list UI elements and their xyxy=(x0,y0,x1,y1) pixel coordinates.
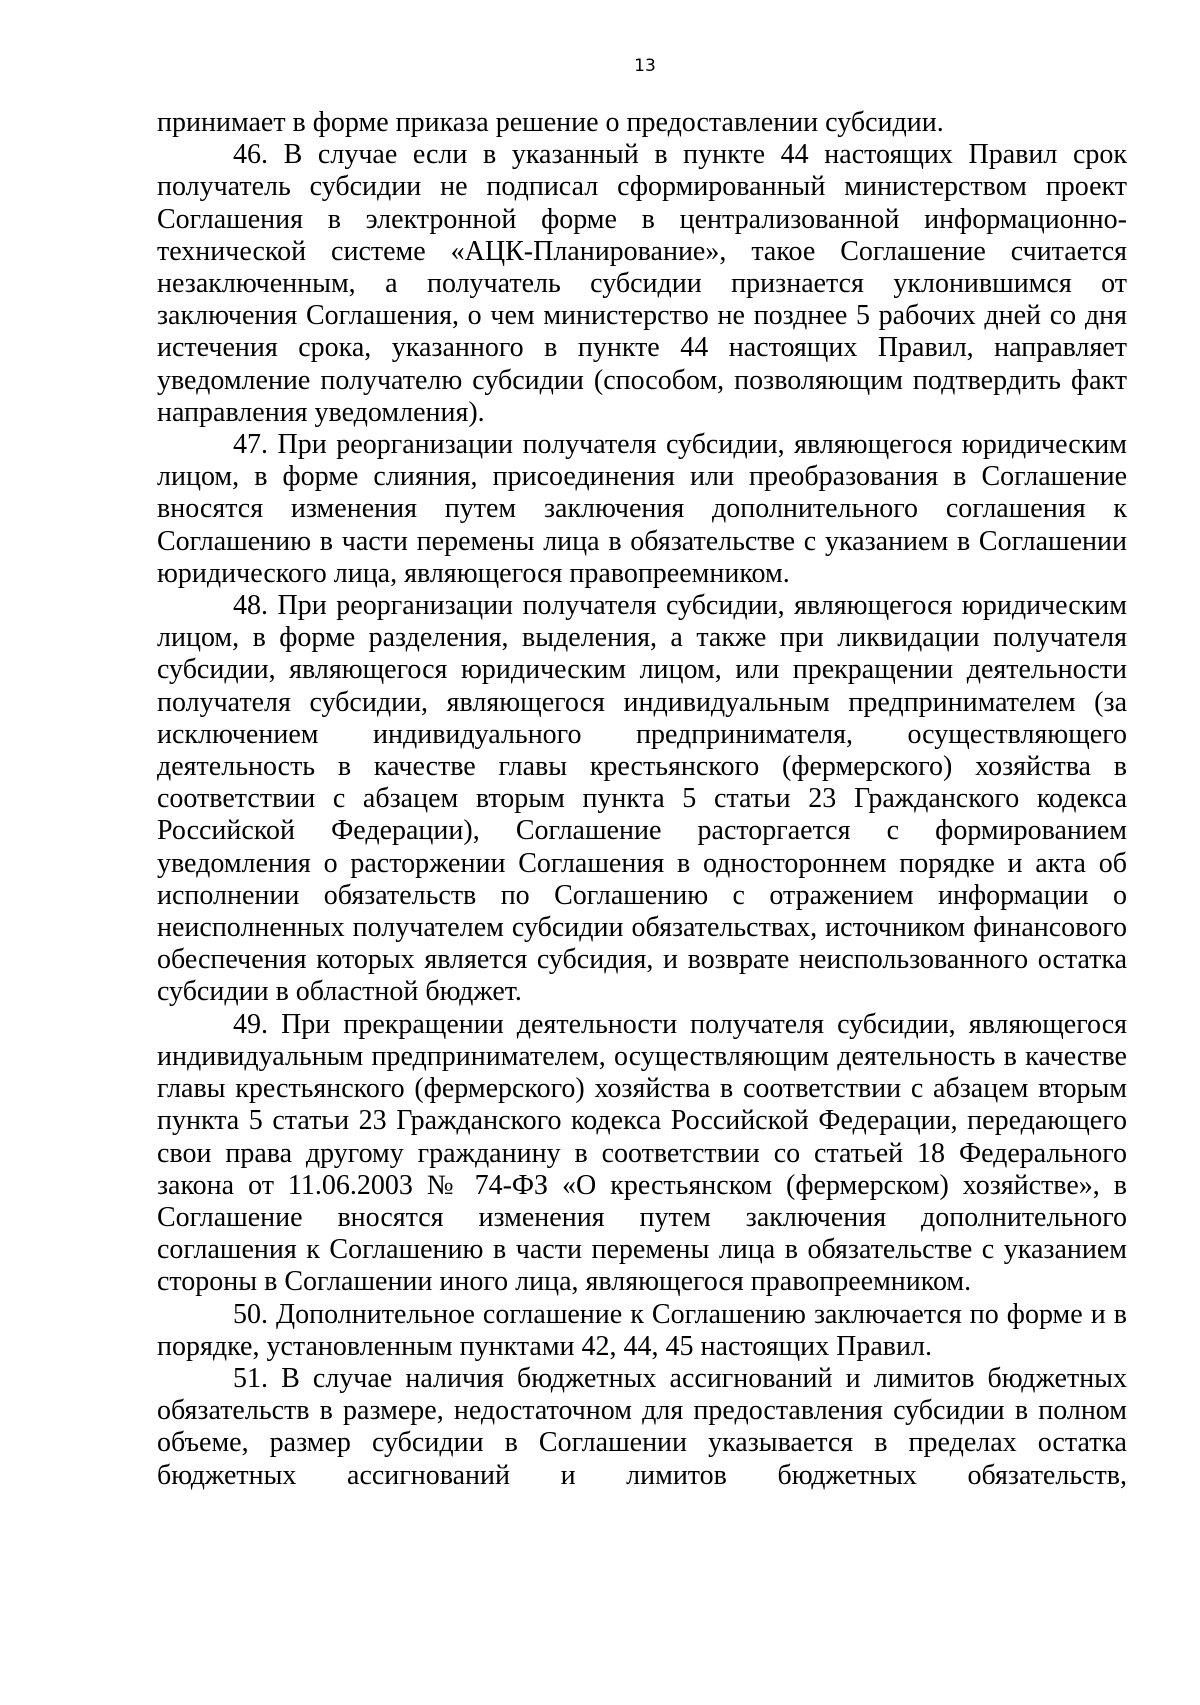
paragraph-47: 47. При реорганизации получателя субсидии, являющегося юридическим лицом, в форме слияния, присоединения или преобразования в Соглашение вносятся изменения путем заключения дополнительного соглашения к Соглашению в части перемены лица в обязательстве с указанием в Соглашении юридического лица, являющегося правопреемником. xyxy=(157,429,1127,589)
page-number: 13 xyxy=(634,56,656,76)
paragraph-48: 48. При реорганизации получателя субсидии, являющегося юридическим лицом, в форме разделения, выделения, а также при ликвидации получателя субсидии, являющегося юридическим лицом, или прекращении деятельности получателя субсидии, являющегося индивидуальным предпринимателем (за исключением индивидуального предпринимателя, осуществляющего деятельность в качестве главы крестьянского (фермерского) хозяйства в соответствии с абзацем вторым пункта 5 статьи 23 Гражданского кодекса Российской Федерации), Соглашение расторгается с формированием уведомления о расторжении Соглашения в одностороннем порядке и акта об исполнении обязательств по Соглашению с отражением информации о неисполненных получателем субсидии обязательствах, источником финансового обеспечения которых является субсидия, и возврате неиспользованного остатка субсидии в областной бюджет. xyxy=(157,590,1127,1008)
paragraph-49: 49. При прекращении деятельности получателя субсидии, являющегося индивидуальным предпринимателем, осуществляющим деятельность в качестве главы крестьянского (фермерского) хозяйства в соответствии с абзацем вторым пункта 5 статьи 23 Гражданского кодекса Российской Федерации, передающего свои права другому гражданину в соответствии со статьей 18 Федерального закона от 11.06.2003 № 74-ФЗ «О крестьянском (фермерском) хозяйстве», в Соглашение вносятся изменения путем заключения дополнительного соглашения к Соглашению в части перемены лица в обязательстве с указанием стороны в Соглашении иного лица, являющегося правопреемником. xyxy=(157,1008,1127,1298)
paragraph-50: 50. Дополнительное соглашение к Соглашению заключается по форме и в порядке, установленным пунктами 42, 44, 45 настоящих Правил. xyxy=(157,1298,1127,1362)
paragraph-51: 51. В случае наличия бюджетных ассигнований и лимитов бюджетных обязательств в размере, недостаточном для предоставления субсидии в полном объеме, размер субсидии в Соглашении указывается в пределах остатка бюджетных ассигнований и лимитов бюджетных обязательств, xyxy=(157,1362,1127,1491)
paragraph-continuation: принимает в форме приказа решение о предоставлении субсидии. xyxy=(157,107,944,138)
document-body xyxy=(157,107,1127,1492)
paragraph-46: 46. В случае если в указанный в пункте 44 настоящих Правил срок получатель субсидии не подписал сформированный министерством проект Соглашения в электронной форме в централизованной информационно-технической системе «АЦК-Планирование», такое Соглашение считается незаключенным, а получатель субсидии признается уклонившимся от заключения Соглашения, о чем министерство не позднее 5 рабочих дней со дня истечения срока, указанного в пункте 44 настоящих Правил, направляет уведомление получателю субсидии (способом, позволяющим подтвердить факт направления уведомления). xyxy=(157,139,1127,428)
